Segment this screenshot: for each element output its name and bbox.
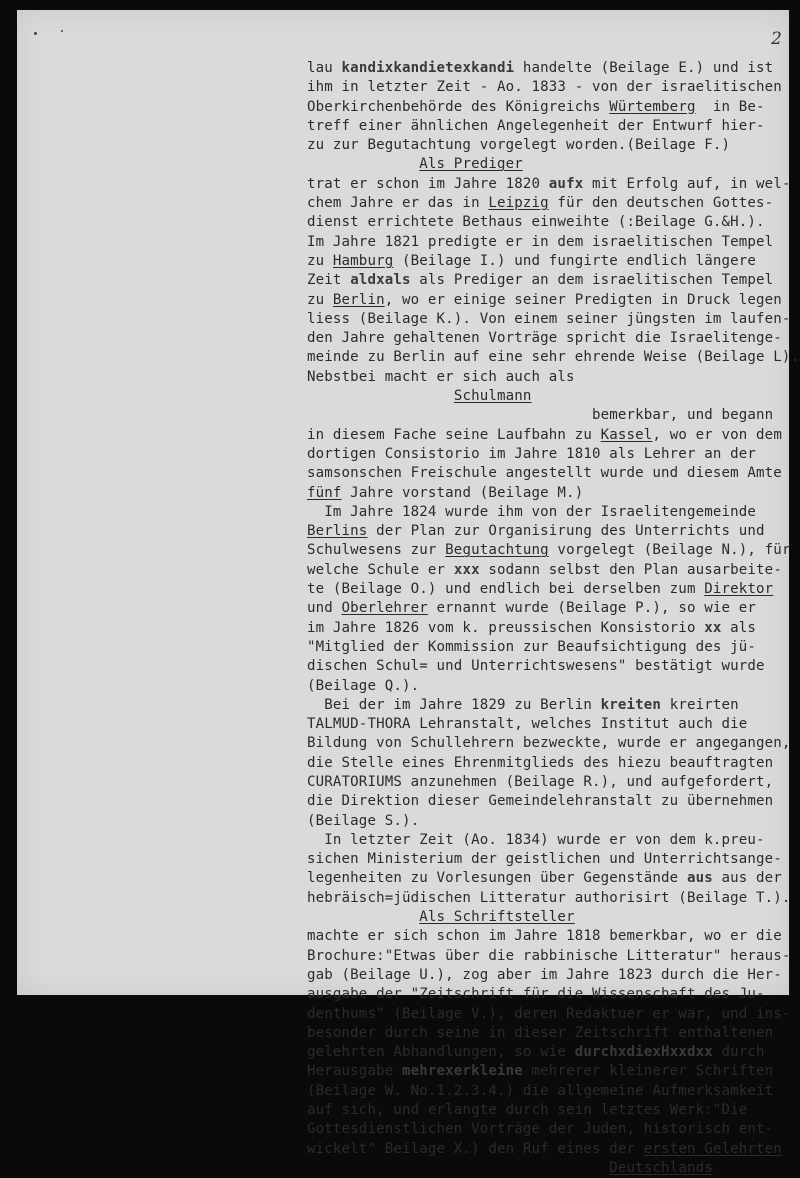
text-segment: die Stelle eines Ehrenmitglieds des hiezu beauftragten: [307, 754, 774, 771]
struck-over-text: kreiten: [600, 696, 662, 713]
text-segment: lau: [307, 60, 342, 76]
text-segment: zu zur Begutachtung vorgelegt worden.(Beilage F.): [307, 137, 731, 154]
text-segment: gelehrten Abhandlungen, so wie: [307, 1044, 575, 1061]
underlined-text: fünf: [307, 484, 342, 501]
text-line: [307, 1159, 800, 1178]
text-line: [307, 889, 800, 908]
text-line: [307, 677, 800, 696]
text-segment: treff einer ähnlichen Angelegenheit der Entwurf hier-: [307, 117, 765, 134]
text-segment: auf sich, und erlangte durch sein letztes Werk:"Die: [307, 1102, 748, 1119]
text-line: [307, 464, 800, 483]
underlined-text: Als Prediger: [419, 156, 523, 173]
text-line: [307, 503, 800, 522]
typewritten-page: [17, 10, 800, 1176]
text-line: [307, 117, 800, 136]
text-line: [307, 908, 800, 927]
document-body: [307, 59, 800, 1178]
text-segment: te (Beilage O.) und endlich bei derselben zum: [307, 581, 705, 598]
text-line: [307, 252, 800, 271]
text-line: [307, 194, 800, 213]
text-segment: bemerkbar, und begann: [307, 407, 774, 424]
text-segment: wickelt" Beilage X.) den Ruf eines der: [307, 1140, 644, 1157]
text-segment: in diesem Fache seine Laufbahn zu: [307, 426, 601, 443]
text-segment: dienst errichtete Bethaus einweihte (:Beilage G.&H.).: [307, 214, 765, 231]
text-line: [307, 136, 800, 155]
paper-speck: [34, 32, 37, 35]
underlined-text: Direktor: [704, 581, 774, 598]
text-segment: für den deutschen Gottes-: [548, 195, 774, 212]
text-segment: sodann selbst den Plan ausarbeite-: [479, 561, 782, 578]
text-segment: Bildung von Schullehrern bezweckte, wurde er angegangen,: [307, 735, 791, 752]
text-line: [307, 233, 800, 252]
text-segment: [307, 1160, 609, 1176]
text-line: [307, 213, 800, 232]
underlined-text: Berlins: [307, 523, 368, 540]
text-line: [307, 1120, 800, 1139]
text-line: [307, 1043, 800, 1062]
text-segment: samsonschen Freischule angestellt wurde und diesem Amte: [307, 465, 782, 482]
text-segment: ernannt wurde (Beilage P.), so wie er: [427, 600, 757, 617]
text-line: [307, 59, 800, 78]
text-line: [307, 812, 800, 831]
text-line: [307, 1140, 800, 1159]
text-line: [307, 175, 800, 194]
text-line: [307, 1082, 800, 1101]
text-segment: TALMUD-THORA Lehranstalt, welches Institut auch die: [307, 716, 748, 733]
paper-speck: [61, 30, 63, 32]
text-line: [307, 696, 800, 715]
text-segment: Schulwesens zur: [307, 542, 446, 559]
text-line: [307, 638, 800, 657]
text-line: [307, 619, 800, 638]
struck-over-text: aus: [686, 870, 713, 887]
text-segment: Zeit: [307, 272, 351, 289]
struck-over-text: xxx: [453, 561, 480, 578]
text-segment: [307, 909, 419, 925]
struck-over-text: xx: [704, 619, 722, 636]
text-line: [307, 657, 800, 676]
text-line: [307, 1005, 800, 1024]
text-segment: (Beilage Q.).: [307, 677, 420, 694]
text-segment: Herausgabe: [307, 1063, 402, 1080]
text-line: [307, 754, 800, 773]
text-line: [307, 541, 800, 560]
text-segment: Im Jahre 1824 wurde ihm von der Israelitengemeinde: [307, 503, 757, 520]
text-line: [307, 927, 800, 946]
text-segment: der Plan zur Organisirung des Unterrichts und: [367, 523, 765, 540]
text-segment: liess (Beilage K.). Von einem seiner jüngsten im laufen-: [307, 310, 791, 327]
text-line: [307, 271, 800, 290]
text-segment: (Beilage I.) und fungirte endlich längere: [393, 252, 757, 269]
underlined-text: Leipzig: [488, 195, 549, 212]
text-segment: meinde zu Berlin auf eine sehr ehrende Weise (Beilage L).: [307, 349, 800, 366]
text-line: [307, 329, 800, 348]
text-line: [307, 98, 800, 117]
text-line: [307, 155, 800, 174]
text-line: [307, 406, 800, 425]
text-segment: Jahre vorstand (Beilage M.): [341, 484, 584, 501]
text-segment: (Beilage W. No.1.2.3.4.) die allgemeine Aufmerksamkeit: [307, 1082, 774, 1099]
text-segment: "Mitglied der Kommission zur Beaufsichtigung des jü-: [307, 638, 757, 655]
text-segment: Gottesdienstlichen Vorträge der Juden, historisch ent-: [307, 1121, 774, 1138]
text-line: [307, 445, 800, 464]
text-segment: und: [307, 600, 342, 617]
text-line: [307, 773, 800, 792]
text-line: [307, 1062, 800, 1081]
text-line: [307, 291, 800, 310]
struck-over-text: kandixkandietexkandi: [341, 60, 515, 76]
text-line: [307, 522, 800, 541]
text-line: [307, 78, 800, 97]
text-segment: kreirten: [661, 696, 739, 713]
underlined-text: Als Schriftsteller: [419, 909, 575, 926]
text-line: [307, 850, 800, 869]
text-segment: CURATORIUMS anzunehmen (Beilage R.), und aufgefordert,: [307, 773, 774, 790]
text-line: [307, 1101, 800, 1120]
text-line: [307, 831, 800, 850]
text-segment: die Direktion dieser Gemeindelehranstalt zu übernehmen: [307, 793, 774, 810]
text-segment: hebräisch=jüdischen Litteratur authorisirt (Beilage T.).: [307, 889, 791, 906]
page-number: 2: [771, 29, 782, 49]
text-line: [307, 387, 800, 406]
text-segment: [307, 388, 454, 404]
text-segment: als: [721, 619, 757, 636]
text-line: [307, 368, 800, 387]
text-segment: gab (Beilage U.), zog aber im Jahre 1823 durch die Her-: [307, 966, 782, 983]
text-segment: Nebstbei macht er sich auch als: [307, 368, 575, 385]
text-line: [307, 310, 800, 329]
text-line: [307, 484, 800, 503]
text-segment: ihm in letzter Zeit - Ao. 1833 - von der israelitischen: [307, 79, 782, 96]
struck-over-text: mehrexerkleine: [402, 1063, 523, 1080]
text-line: [307, 348, 800, 367]
underlined-text: Berlin: [332, 291, 385, 308]
text-segment: besonder durch seine in dieser Zeitschrift enthaltenen: [307, 1024, 774, 1041]
text-segment: mit Erfolg auf, in wel-: [583, 175, 791, 192]
text-segment: mehrerer kleinerer Schriften: [522, 1063, 774, 1080]
text-segment: zu: [307, 252, 333, 269]
text-line: [307, 869, 800, 888]
text-segment: aus der: [712, 870, 782, 887]
text-line: [307, 715, 800, 734]
underlined-text: Hamburg: [332, 252, 394, 269]
text-line: [307, 580, 800, 599]
text-segment: sichen Ministerium der geistlichen und Unterrichtsange-: [307, 851, 782, 868]
underlined-text: Begutachtung: [445, 542, 549, 559]
text-line: [307, 966, 800, 985]
text-segment: Brochure:"Etwas über die rabbinische Litteratur" heraus-: [307, 947, 791, 964]
text-segment: Oberkirchenbehörde des Königreichs: [307, 98, 610, 115]
text-segment: legenheiten zu Vorlesungen über Gegenstände: [307, 870, 687, 887]
text-line: [307, 792, 800, 811]
text-segment: In letzter Zeit (Ao. 1834) wurde er von dem k.preu-: [307, 831, 765, 848]
text-segment: den Jahre gehaltenen Vorträge spricht die Israelitenge-: [307, 330, 782, 347]
text-segment: Bei der im Jahre 1829 zu Berlin: [307, 696, 601, 713]
text-segment: , wo er einige seiner Predigten in Druck legen: [384, 291, 782, 308]
text-line: [307, 599, 800, 618]
text-segment: [307, 156, 419, 172]
underlined-text: Schulmann: [453, 388, 532, 405]
underlined-text: Oberlehrer: [341, 600, 428, 617]
struck-over-text: durchxdiexHxxdxx: [574, 1044, 713, 1061]
text-line: [307, 561, 800, 580]
text-segment: denthums" (Beilage V.), deren Redaktuer er war, und ins-: [307, 1005, 791, 1022]
text-segment: (Beilage S.).: [307, 812, 420, 829]
text-segment: im Jahre 1826 vom k. preussischen Konsistorio: [307, 619, 705, 636]
text-segment: dortigen Consistorio im Jahre 1810 als Lehrer an der: [307, 445, 757, 462]
underlined-text: ersten Gelehrten: [643, 1140, 782, 1157]
underlined-text: Würtemberg: [609, 98, 696, 115]
text-line: [307, 1024, 800, 1043]
text-segment: handelte (Beilage E.) und ist: [514, 60, 774, 76]
struck-over-text: aufx: [548, 175, 584, 192]
underlined-text: Kassel: [600, 426, 653, 443]
text-segment: , wo er von dem: [652, 426, 782, 443]
text-line: [307, 426, 800, 445]
text-segment: durch: [712, 1044, 765, 1061]
text-segment: welche Schule er: [307, 561, 454, 578]
underlined-text: Deutschlands: [609, 1159, 713, 1176]
text-line: [307, 947, 800, 966]
text-segment: dischen Schul= und Unterrichtswesens" bestätigt wurde: [307, 658, 765, 675]
text-segment: Im Jahre 1821 predigte er in dem israelitischen Tempel: [307, 233, 774, 250]
struck-over-text: aldxals: [350, 272, 411, 289]
text-segment: zu: [307, 291, 333, 308]
text-segment: ausgabe der "Zeitschrift für die Wissenschaft des Ju-: [307, 986, 765, 1003]
text-line: [307, 985, 800, 1004]
text-segment: trat er schon im Jahre 1820: [307, 175, 549, 192]
text-segment: in Be-: [695, 98, 765, 115]
text-segment: vorgelegt (Beilage N.), für: [548, 542, 791, 559]
text-segment: machte er sich schon im Jahre 1818 bemerkbar, wo er die: [307, 928, 782, 945]
text-line: [307, 734, 800, 753]
text-segment: als Prediger an dem israelitischen Tempel: [410, 272, 774, 289]
text-segment: chem Jahre er das in: [307, 195, 489, 212]
